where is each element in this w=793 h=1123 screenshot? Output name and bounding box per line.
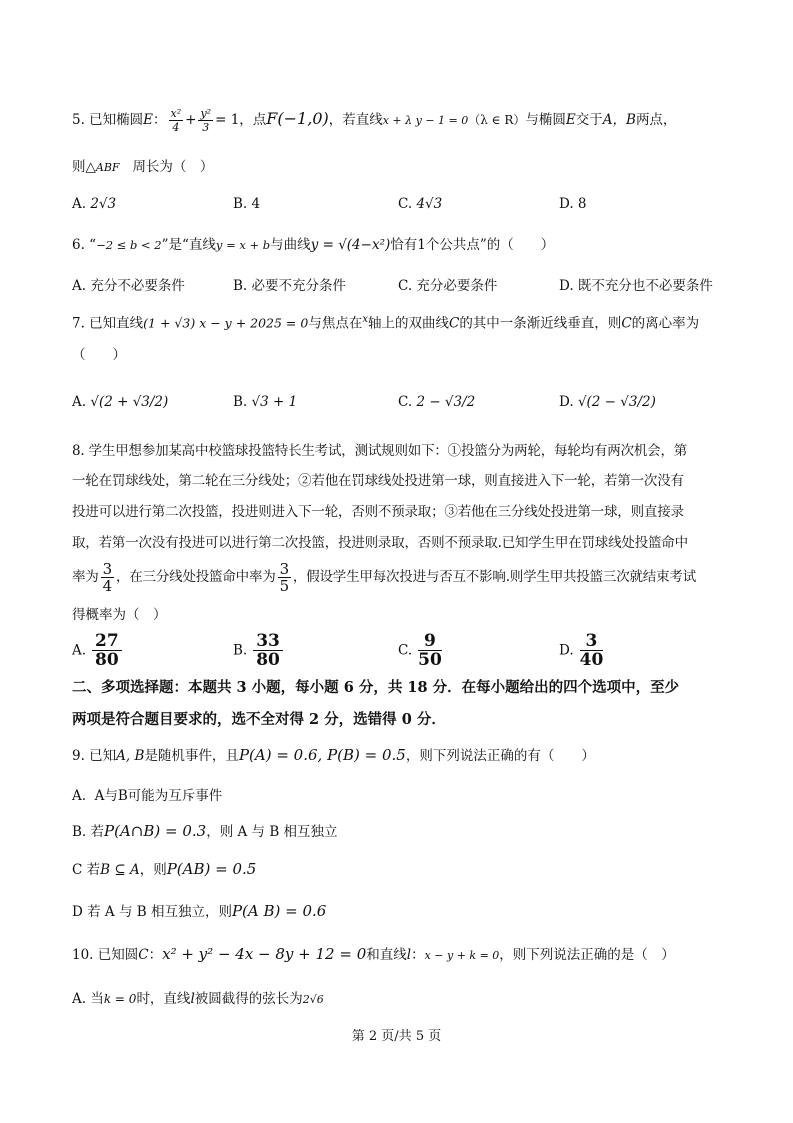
question-8-line1: 8. 学生甲想参加某高中校篮球投篮特长生考试，测试规则如下：①投篮分为两轮，每轮均有两次机会，第 bbox=[72, 443, 688, 459]
q5-text5: 两点， bbox=[635, 112, 677, 128]
q9-option-d[interactable] bbox=[72, 900, 326, 920]
q10-option-a[interactable] bbox=[72, 987, 324, 1007]
frac-3-40: $\frac{3}{40}$ bbox=[579, 631, 604, 670]
opt-label: C. bbox=[398, 394, 413, 410]
q10-text1: 10. 已知圆 bbox=[72, 947, 139, 963]
opt-eq: P(AB) = 0.5 bbox=[166, 860, 257, 878]
q5-option-a[interactable] bbox=[72, 196, 116, 212]
triangle-ABF: ABF bbox=[95, 161, 120, 174]
q10-text3: ，则下列说法正确的是（ ） bbox=[499, 947, 675, 963]
q5-text2: ，若直线 bbox=[328, 112, 383, 128]
section-2-heading-line1: 二、多项选择题：本题共 3 小题，每小题 6 分，共 18 分．在每小题给出的四个选项中，至少 bbox=[72, 679, 680, 696]
frac-x2-4: $\frac{\text{x²}}{4}$ bbox=[170, 107, 182, 134]
q5-option-c[interactable] bbox=[398, 196, 442, 212]
opt-label: A. bbox=[72, 788, 87, 804]
opt-value: √(2 − √3/2) bbox=[577, 394, 656, 410]
q6-text1: 6. “ bbox=[72, 237, 97, 253]
opt-eq: P(A∩B) = 0.3 bbox=[104, 822, 207, 840]
frac-3-4: $\frac{3}{4}$ bbox=[102, 560, 112, 595]
q8-line5b: ，在三分线处投篮命中率为 bbox=[115, 569, 276, 585]
opt-label: B. 若 bbox=[72, 824, 105, 840]
opt-l: l bbox=[190, 991, 195, 1007]
q7-text4: 的其中一条渐近线垂直，则 bbox=[459, 315, 622, 332]
opt-value: 2√3 bbox=[90, 196, 117, 212]
q5-eq-tail: = 1，点 bbox=[215, 112, 267, 128]
opt-label: C 若 bbox=[72, 862, 101, 878]
q8-line5a: 率为 bbox=[72, 569, 99, 585]
question-7-line2: （ ） bbox=[72, 347, 126, 363]
q10-l: l bbox=[406, 947, 412, 963]
opt-label: A. bbox=[72, 196, 87, 212]
question-8-line4: 取，若第一次没有投进可以进行第二次投篮，投进则录取，否则不预录取.已知学生甲在罚球线处投篮命中 bbox=[72, 535, 688, 551]
opt-label: C. bbox=[398, 642, 413, 659]
page-footer: 第 2 页/共 5 页 bbox=[351, 1029, 442, 1044]
opt-label: A. 当 bbox=[72, 991, 104, 1007]
q9-text2: 是随机事件，且 bbox=[144, 748, 239, 764]
q8-option-d[interactable] bbox=[559, 632, 603, 669]
opt-label: D. bbox=[559, 394, 574, 410]
q6-option-c[interactable]: C. 充分必要条件 bbox=[398, 278, 498, 294]
q6-text3: 与曲线 bbox=[270, 237, 311, 253]
q9-AB: A, B bbox=[116, 748, 145, 764]
q9-option-c[interactable] bbox=[72, 858, 256, 878]
q7-line-eq: (1 + √3) x − y + 2025 = 0 bbox=[143, 315, 309, 331]
question-9 bbox=[72, 746, 595, 765]
q7-text5: 的离心率为 bbox=[631, 315, 700, 332]
q6-text4: 恰有1个公共点”的（ ） bbox=[390, 237, 555, 253]
q7-text1: 7. 已知直线 bbox=[72, 315, 144, 332]
lambda-condition: （λ ∈ R） bbox=[468, 113, 526, 127]
opt-eq: P(A B) = 0.6 bbox=[231, 902, 327, 920]
opt-label: B. bbox=[233, 642, 248, 659]
q5-option-b[interactable] bbox=[233, 196, 260, 212]
q9-option-b[interactable] bbox=[72, 820, 338, 840]
q10-text2: 和直线 bbox=[366, 947, 407, 963]
frac-3-5: $\frac{3}{5}$ bbox=[279, 560, 289, 595]
opt-label: B. bbox=[233, 394, 248, 410]
q7-text3: 轴上的双曲线 bbox=[367, 315, 449, 332]
opt-text: ，则 A 与 B 相互独立 bbox=[206, 824, 338, 840]
q5-text: 5. 已知椭圆 bbox=[72, 112, 144, 128]
q5-text4: 交于 bbox=[575, 112, 603, 128]
opt-text: A与B可能为互斥事件 bbox=[94, 788, 223, 804]
q8-option-c[interactable] bbox=[398, 632, 442, 669]
q7-option-d[interactable] bbox=[559, 394, 656, 410]
question-7-line1 bbox=[72, 311, 699, 333]
frac-y2-3: $\frac{\text{y²}}{3}$ bbox=[200, 107, 212, 134]
q9-option-a[interactable] bbox=[72, 784, 222, 804]
question-8-line5 bbox=[72, 560, 696, 594]
frac-27-80: $\frac{27}{80}$ bbox=[92, 632, 122, 669]
points-AB: A，B bbox=[602, 112, 636, 128]
q6-curve: y = √(4−x²) bbox=[310, 237, 391, 253]
line-equation: x + λ y − 1 = 0 bbox=[382, 114, 469, 127]
q7-C2: C bbox=[621, 315, 632, 332]
opt-label: A. bbox=[72, 642, 87, 659]
frac-33-80: $\frac{33}{80}$ bbox=[253, 632, 283, 669]
q5-option-d[interactable] bbox=[559, 196, 587, 212]
opt-label: A. bbox=[72, 394, 87, 410]
point-F: F(−1,0) bbox=[266, 109, 329, 128]
q7-text2: 与焦点在 bbox=[308, 315, 363, 332]
q6-option-d[interactable]: D. 既不充分也不必要条件 bbox=[559, 278, 713, 294]
opt-label: D. bbox=[559, 642, 574, 659]
q5-text3: 与椭圆 bbox=[525, 112, 566, 128]
q9-text3: ，则下列说法正确的有（ ） bbox=[405, 748, 595, 764]
opt-label: B. 4 bbox=[233, 196, 261, 212]
q8-option-a[interactable] bbox=[72, 632, 122, 669]
q6-option-b[interactable]: B. 必要不充分条件 bbox=[233, 278, 347, 294]
question-5-line2 bbox=[72, 158, 213, 177]
q9-text1: 9. 已知 bbox=[72, 748, 117, 764]
q7-option-a[interactable] bbox=[72, 394, 168, 410]
q7-option-b[interactable] bbox=[233, 394, 297, 410]
q6-line: y = x + b bbox=[215, 238, 271, 252]
q7-option-c[interactable] bbox=[398, 394, 475, 410]
q6-text2: ”是“直线 bbox=[161, 237, 216, 253]
section-2-heading-line2: 两项是符合题目要求的，选不全对得 2 分，选错得 0 分． bbox=[72, 711, 446, 728]
opt-label: D 若 A 与 B 相互独立，则 bbox=[72, 904, 232, 920]
q7-x: x bbox=[362, 314, 368, 325]
question-10: 10. 已知圆C：x² + y² − 4x − 8y + 12 = 0和直线l：x − y + k = 0，则下列说法正确的是（ ） bbox=[72, 945, 675, 963]
opt-label: D. 8 bbox=[559, 196, 587, 212]
question-8-line6: 得概率为（ ） bbox=[72, 607, 167, 623]
opt-value: 2 − √3/2 bbox=[416, 394, 476, 410]
ellipse-name: E bbox=[143, 112, 154, 128]
q7-C: C bbox=[448, 315, 460, 332]
q8-option-b[interactable] bbox=[233, 632, 283, 669]
question-5-line1: 5. 已知椭圆E： $\frac{\text{x²}}{4}$ + $\frac{\text{y²}}{3}$ = 1，点F(−1,0)，若直线x + λ y − 1 = 0（λ ∈ R）与椭圆E交于A，B两点， bbox=[72, 107, 677, 134]
opt-value: 2√6 bbox=[302, 993, 324, 1006]
opt-text: 时，直线 bbox=[136, 991, 191, 1007]
opt-value: 4√3 bbox=[416, 196, 443, 212]
question-8-line3: 投进可以进行第二次投篮，投进则进入下一轮，否则不预录取；③若他在三分线处投进第一球，则直接录 bbox=[72, 504, 684, 520]
opt-text: ，则 bbox=[139, 862, 167, 878]
ellipse-name-2: E bbox=[565, 112, 576, 128]
q6-condition: −2 ≤ b < 2 bbox=[96, 238, 162, 252]
opt-label: C. bbox=[398, 196, 413, 212]
opt-cond: B ⊆ A bbox=[100, 862, 140, 878]
q9-probs: P(A) = 0.6, P(B) = 0.5 bbox=[238, 746, 406, 764]
q10-circle-eq: x² + y² − 4x − 8y + 12 = 0 bbox=[162, 945, 367, 963]
opt-text2: 被圆截得的弦长为 bbox=[194, 991, 303, 1007]
q6-option-a[interactable]: A. 充分不必要条件 bbox=[72, 278, 185, 294]
question-6 bbox=[72, 236, 554, 254]
q5-line2b: 周长为（ ） bbox=[132, 159, 214, 175]
q5-line2a: 则△ bbox=[72, 159, 96, 175]
opt-cond: k = 0 bbox=[103, 992, 137, 1006]
q10-C: C bbox=[138, 947, 149, 963]
q8-line5c: ，假设学生甲每次投进与否互不影响.则学生甲共投篮三次就结束考试 bbox=[292, 569, 696, 585]
opt-value: √(2 + √3/2) bbox=[90, 394, 169, 410]
frac-9-50: $\frac{9}{50}$ bbox=[418, 631, 442, 670]
opt-value: √3 + 1 bbox=[251, 394, 298, 410]
q10-line-eq: x − y + k = 0 bbox=[424, 949, 500, 962]
question-8-line2: 一轮在罚球线处，第二轮在三分线处；②若他在罚球线处投进第一球，则直接进入下一轮，若第一次没有 bbox=[72, 473, 684, 489]
